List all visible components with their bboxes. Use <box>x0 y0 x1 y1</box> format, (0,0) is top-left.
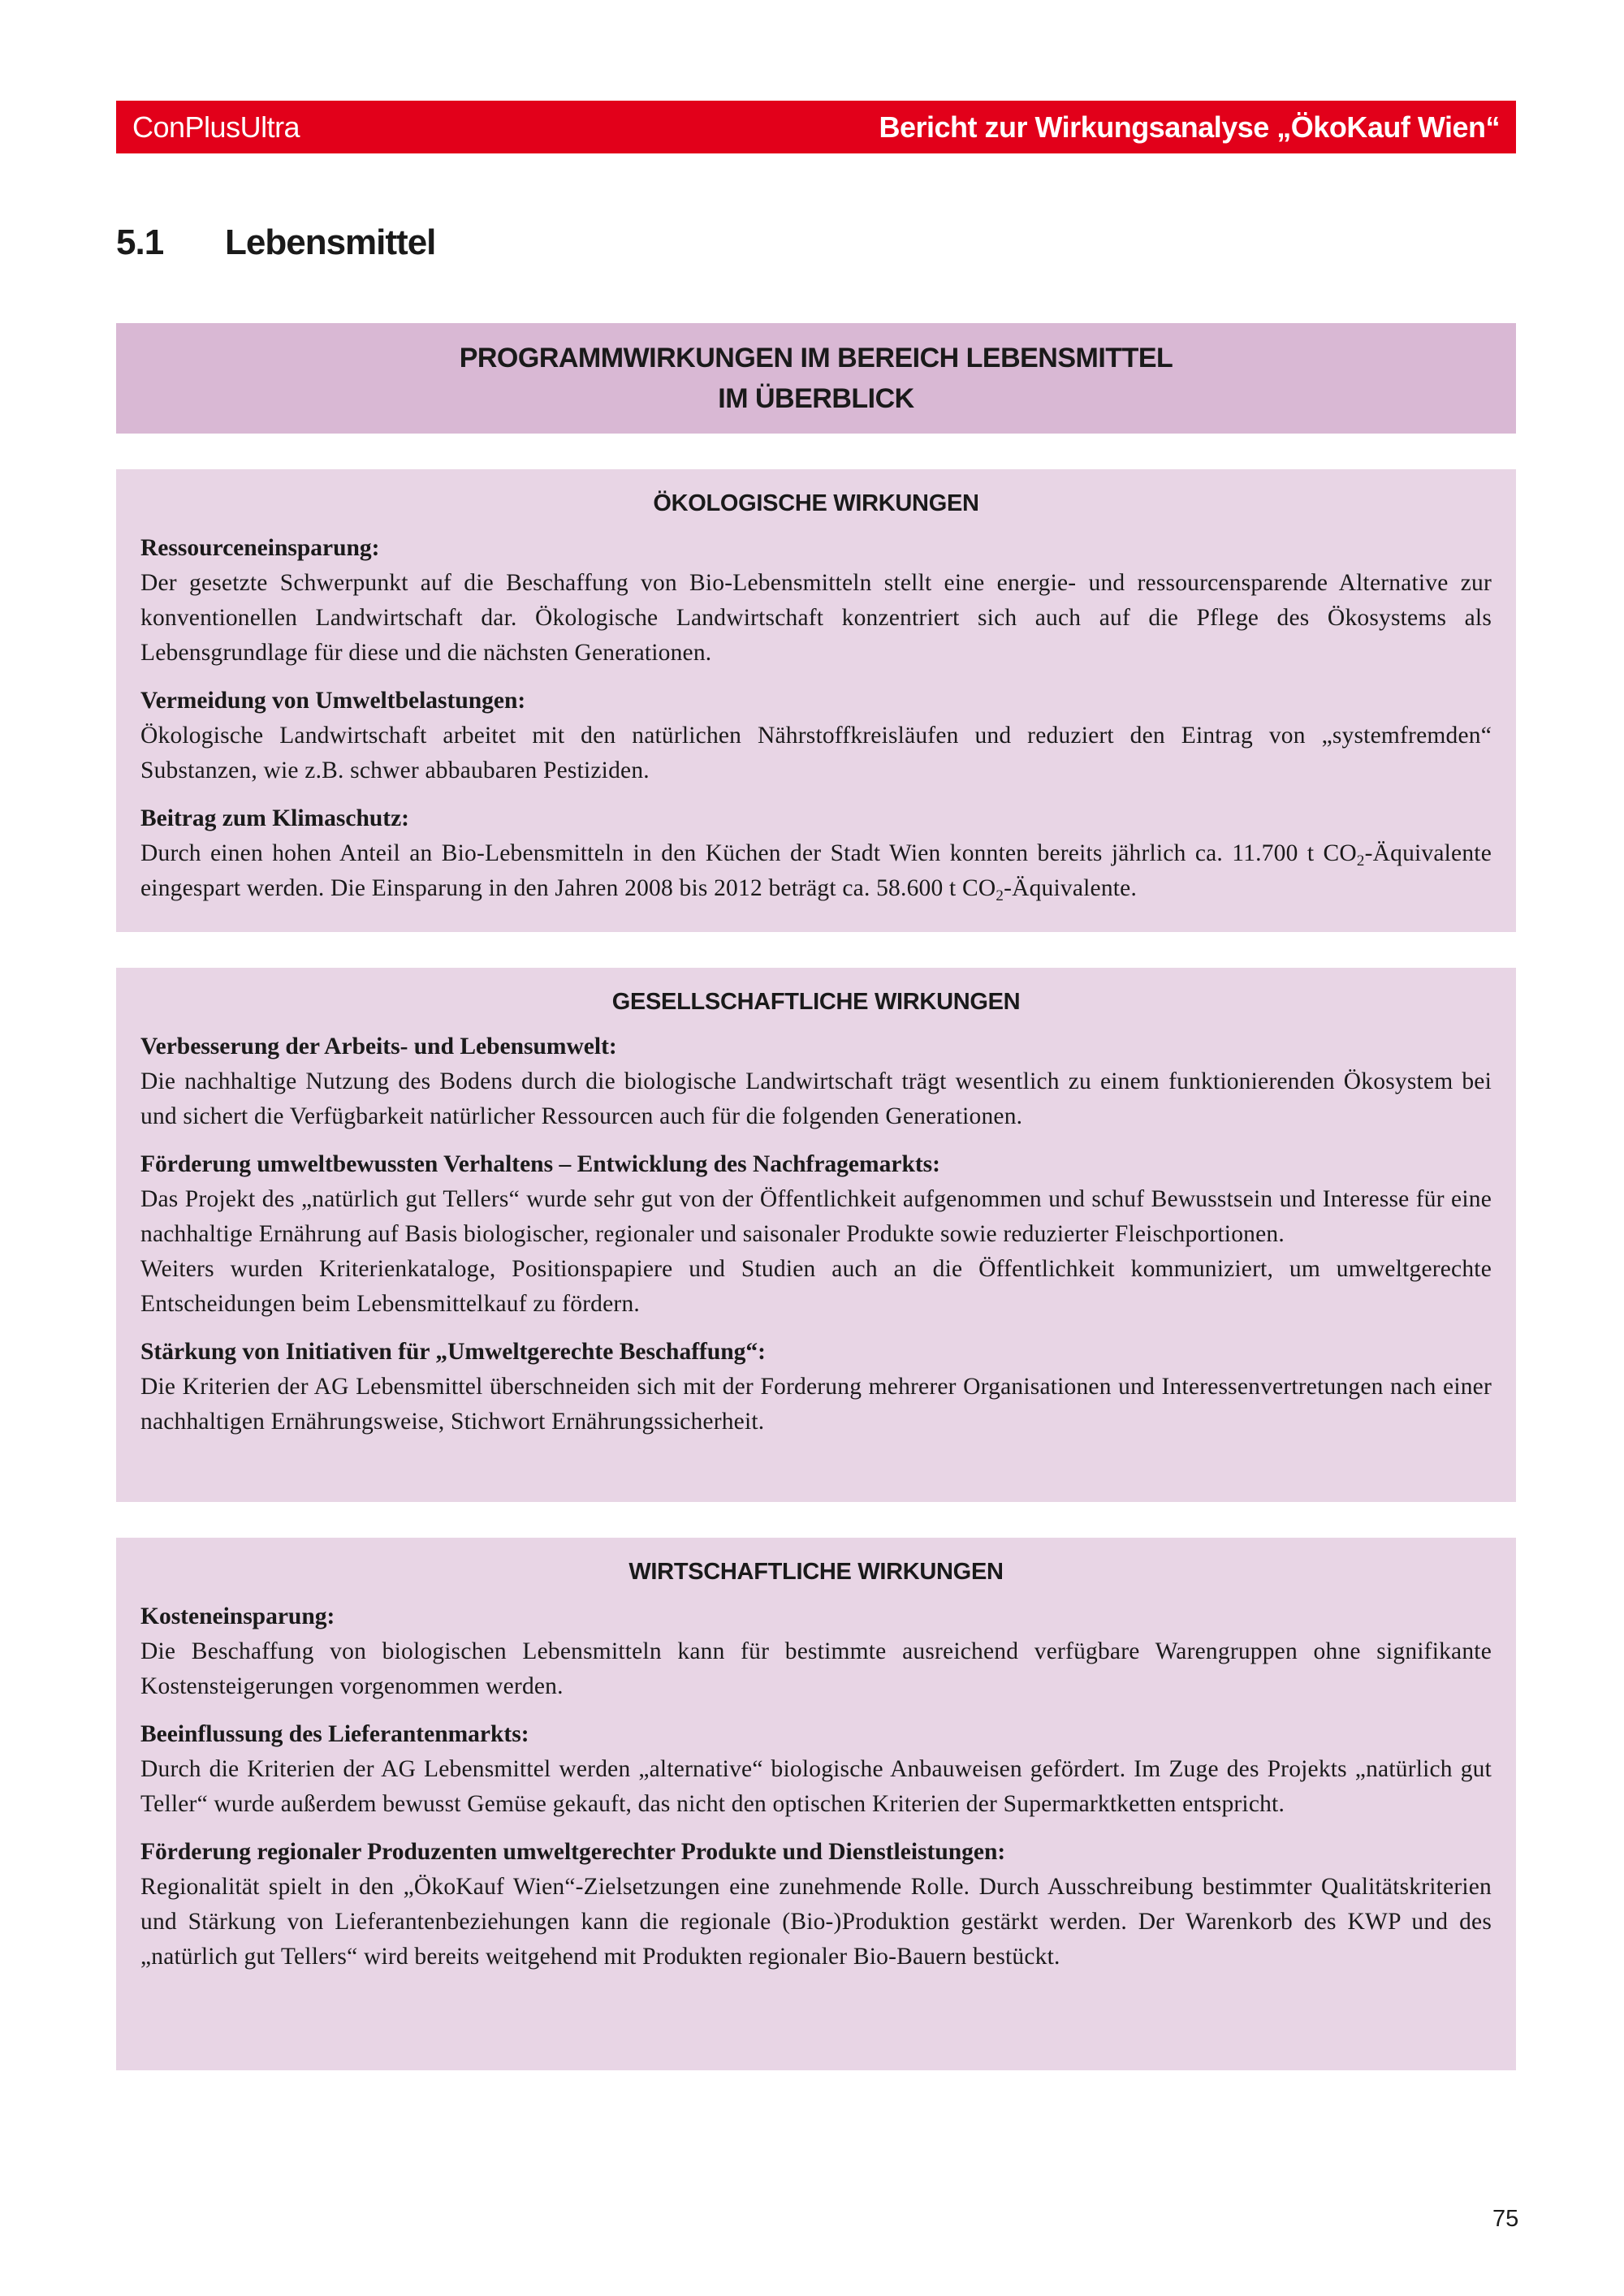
effect-item <box>140 684 1492 788</box>
report-title: Bericht zur Wirkungsanalyse „ÖkoKauf Wien“ <box>879 110 1500 144</box>
effect-text: Die Kriterien der AG Lebensmittel überschneiden sich mit der Forderung mehrerer Organisationen und Interessenvertretungen nach einer nachhaltigen Ernährungsweise, Stichwort Ernährungssicherheit. <box>140 1374 1492 1435</box>
effect-heading: Ressourceneinsparung: <box>140 535 380 561</box>
box-title: ÖKOLOGISCHE WIRKUNGEN <box>653 490 979 516</box>
effect-heading: Stärkung von Initiativen für „Umweltgerechte Beschaffung“: <box>140 1339 766 1365</box>
effect-item <box>140 1029 1492 1134</box>
effect-heading: Beitrag zum Klimaschutz: <box>140 805 409 831</box>
effect-text: Ökologische Landwirtschaft arbeitet mit den natürlichen Nährstoffkreisläufen und reduziert den Eintrag von „systemfremden“ Substanzen, wie z.B. schwer abbaubaren Pestiziden. <box>140 723 1492 783</box>
ecological-effects-box <box>116 469 1516 932</box>
subscript: 2 <box>1356 852 1365 870</box>
header-bar <box>116 101 1516 153</box>
effect-heading: Förderung umweltbewussten Verhaltens – Entwicklung des Nachfragemarkts: <box>140 1151 940 1177</box>
effect-heading: Verbesserung der Arbeits- und Lebensumwelt: <box>140 1034 617 1060</box>
effect-text: Weiters wurden Kriterienkataloge, Positionspapiere und Studien auch an die Öffentlichkeit kommuniziert, um umweltgerechte Entscheidungen beim Lebensmittelkauf zu fördern. <box>140 1256 1492 1317</box>
social-effects-box <box>116 968 1516 1502</box>
overview-title-line2: IM ÜBERBLICK <box>718 383 914 414</box>
effect-text: Die Beschaffung von biologischen Lebensmitteln kann für bestimmte ausreichend verfügbare Warengruppen ohne signifikante Kostensteigerungen vorgenommen werden. <box>140 1638 1492 1699</box>
effect-heading: Vermeidung von Umweltbelastungen: <box>140 688 526 714</box>
effect-text-part: -Äquivalente. <box>1004 875 1138 901</box>
effect-text: Durch die Kriterien der AG Lebensmittel werden „alternative“ biologische Anbauweisen gefördert. Im Zuge des Projekts „natürlich gut Teller“ wurde außerdem bewusst Gemüse gekauft, das nicht den optischen Kriterien der Supermarktketten entspricht. <box>140 1756 1492 1817</box>
effect-text-part: Durch einen hohen Anteil an Bio-Lebensmitteln in den Küchen der Stadt Wien konnten bereits jährlich ca. 11.700 t CO <box>140 840 1357 866</box>
section-title: Lebensmittel <box>225 222 436 262</box>
effect-text: Die nachhaltige Nutzung des Bodens durch die biologische Landwirtschaft trägt wesentlich zu einem funktionierenden Ökosystem bei und sichert die Verfügbarkeit natürlicher Ressourcen auch für die folgenden Generationen. <box>140 1068 1492 1129</box>
overview-title-line1: PROGRAMMWIRKUNGEN IM BEREICH LEBENSMITTEL <box>459 343 1173 373</box>
page-number: 75 <box>1492 2206 1519 2232</box>
effect-item <box>140 1147 1492 1322</box>
box-title: WIRTSCHAFTLICHE WIRKUNGEN <box>628 1559 1004 1585</box>
effect-text-part: -Äquivalente eingespart werden. Die Einsparung in den Jahren 2008 bis 2012 beträgt ca. 58.600 t CO <box>140 840 1492 901</box>
effect-item <box>140 1835 1492 1974</box>
effect-text: Das Projekt des „natürlich gut Tellers“ wurde sehr gut von der Öffentlichkeit aufgenommen und schuf Bewusstsein und Interesse für eine nachhaltige Ernährung auf Basis biologischer, regionaler und saisonaler Produkte sowie reduzierter Fleischportionen. <box>140 1186 1492 1247</box>
effect-item <box>140 1335 1492 1439</box>
effect-item <box>140 801 1492 906</box>
economic-effects-box <box>116 1538 1516 2070</box>
overview-banner <box>116 323 1516 434</box>
effect-item <box>140 1717 1492 1822</box>
effect-heading: Kosteneinsparung: <box>140 1603 335 1629</box>
section-heading <box>116 222 435 263</box>
effect-heading: Beeinflussung des Lieferantenmarkts: <box>140 1721 529 1747</box>
effect-item <box>140 531 1492 671</box>
subscript: 2 <box>996 887 1004 904</box>
brand-name: ConPlusUltra <box>132 110 300 144</box>
effect-heading: Förderung regionaler Produzenten umweltgerechter Produkte und Dienstleistungen: <box>140 1839 1006 1865</box>
section-number: 5.1 <box>116 222 164 262</box>
effect-text: Der gesetzte Schwerpunkt auf die Beschaffung von Bio-Lebensmitteln stellt eine energie- und ressourcensparende Alternative zur konventionellen Landwirtschaft dar. Ökologische Landwirtschaft konzentriert sich auch auf die Pflege des Ökosystems als Lebensgrundlage für diese und die nächsten Generationen. <box>140 570 1492 666</box>
effect-text: Regionalität spielt in den „ÖkoKauf Wien“-Zielsetzungen eine zunehmende Rolle. Durch Ausschreibung bestimmter Qualitätskriterien und Stärkung von Lieferantenbeziehungen kann die regionale (Bio-)Produktion gestärkt werden. Der Warenkorb des KWP und des „natürlich gut Tellers“ wird bereits weitgehend mit Produkten regionaler Bio-Bauern bestückt. <box>140 1874 1492 1970</box>
box-title: GESELLSCHAFTLICHE WIRKUNGEN <box>611 989 1021 1015</box>
effect-item <box>140 1599 1492 1704</box>
effect-text <box>140 836 1492 906</box>
